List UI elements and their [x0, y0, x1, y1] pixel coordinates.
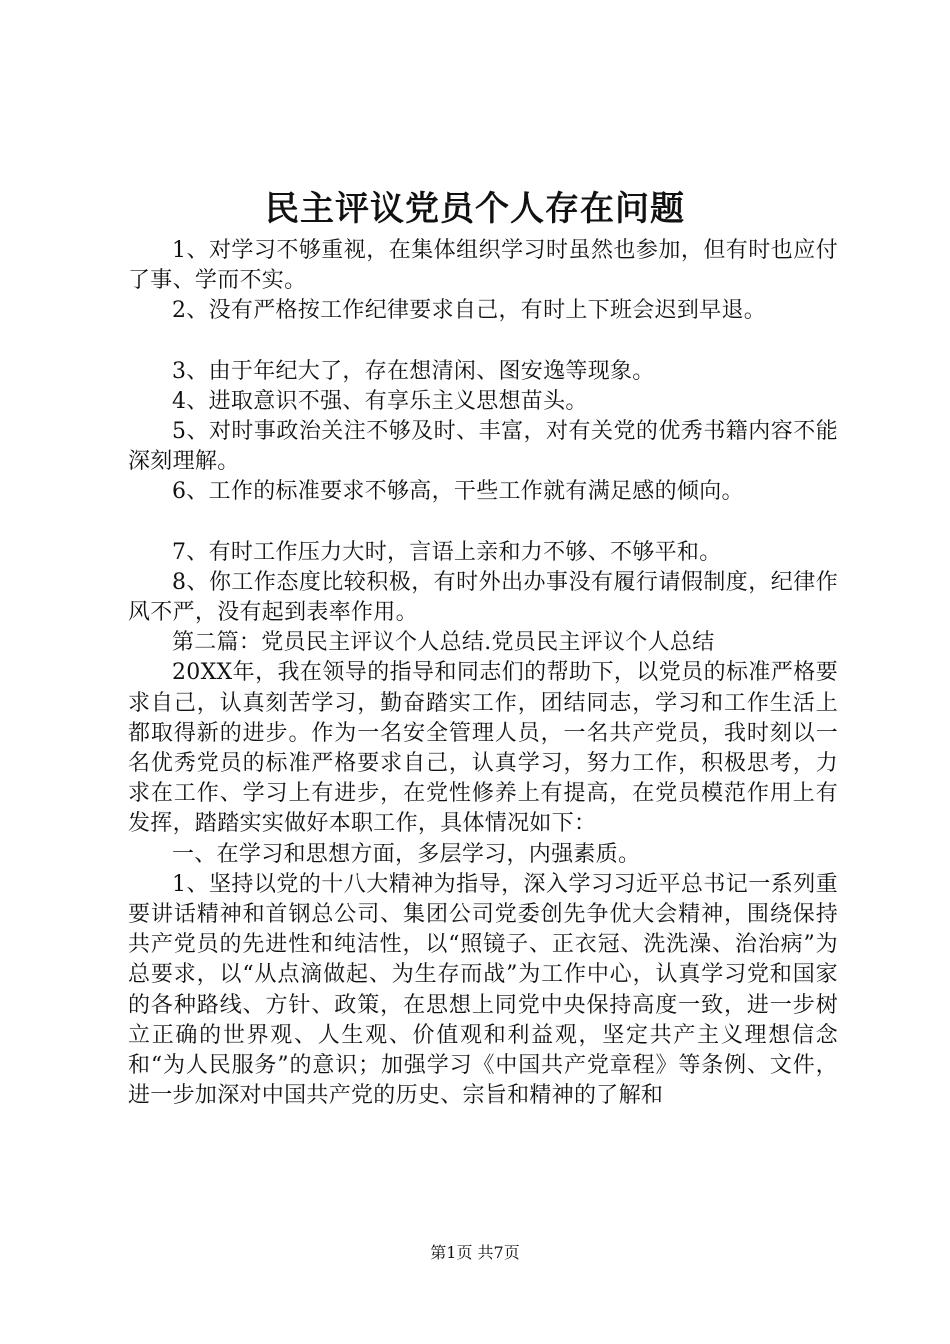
- paragraph: 8、你工作态度比较积极，有时外出办事没有履行请假制度，纪律作风不严，没有起到表率作用。: [128, 569, 838, 626]
- section-heading: 第二篇：党员民主评议个人总结.党员民主评议个人总结: [172, 630, 715, 656]
- paragraph: 2、没有严格按工作纪律要求自己，有时上下班会迟到早退。: [172, 298, 767, 324]
- paragraph: 5、对时事政治关注不够及时、丰富，对有关党的优秀书籍内容不能深刻理解。: [128, 419, 838, 475]
- paragraph: 1、对学习不够重视，在集体组织学习时虽然也参加，但有时也应付了事、学而不实。: [128, 238, 838, 294]
- paragraph: 1、坚持以党的十八大精神为指导，深入学习习近平总书记一系列重要讲话精神和首钢总公司、集团公司党委创先争优大会精神，围绕保持共产党员的先进性和纯洁性，以“照镜子、正衣冠、洗洗澡、治治病”为总要求，以“从点滴做起、为生存而战”为工作中心，认真学习党和国家的各种路线、方针、政策，在思想上同党中央保持高度一致，进一步树立正确的世界观、人生观、价值观和利益观，坚定共产主义理想信念和“为人民服务”的意识；加强学习《中国共产党章程》等条例、文件，进一步加深对中国共产党的历史、宗旨和精神的了解和: [128, 871, 838, 1109]
- paragraph: 20XX年，我在领导的指导和同志们的帮助下，以党员的标准严格要求自己，认真刻苦学习，勤奋踏实工作，团结同志，学习和工作生活上都取得新的进步。作为一名安全管理人员，一名共产党员，我时刻以一名优秀党员的标准严格要求自己，认真学习，努力工作，积极思考，力求在工作、学习上有进步，在党性修养上有提高，在党员模范作用上有发挥，踏踏实实做好本职工作，具体情况如下：: [128, 660, 838, 837]
- paragraph: 一、在学习和思想方面，多层学习，内强素质。: [172, 841, 641, 867]
- paragraph: 3、由于年纪大了，存在想清闲、图安逸等现象。: [172, 358, 655, 384]
- page-footer: 第1页 共7页: [430, 1243, 520, 1262]
- paragraph: 7、有时工作压力大时，言语上亲和力不够、不够平和。: [172, 539, 722, 565]
- document-body: [128, 236, 838, 1111]
- paragraph: 4、进取意识不强、有享乐主义思想苗头。: [172, 388, 588, 414]
- paragraph: 6、工作的标准要求不够高，干些工作就有满足感的倾向。: [172, 479, 744, 505]
- document-title: 民主评议党员个人存在问题: [265, 189, 685, 229]
